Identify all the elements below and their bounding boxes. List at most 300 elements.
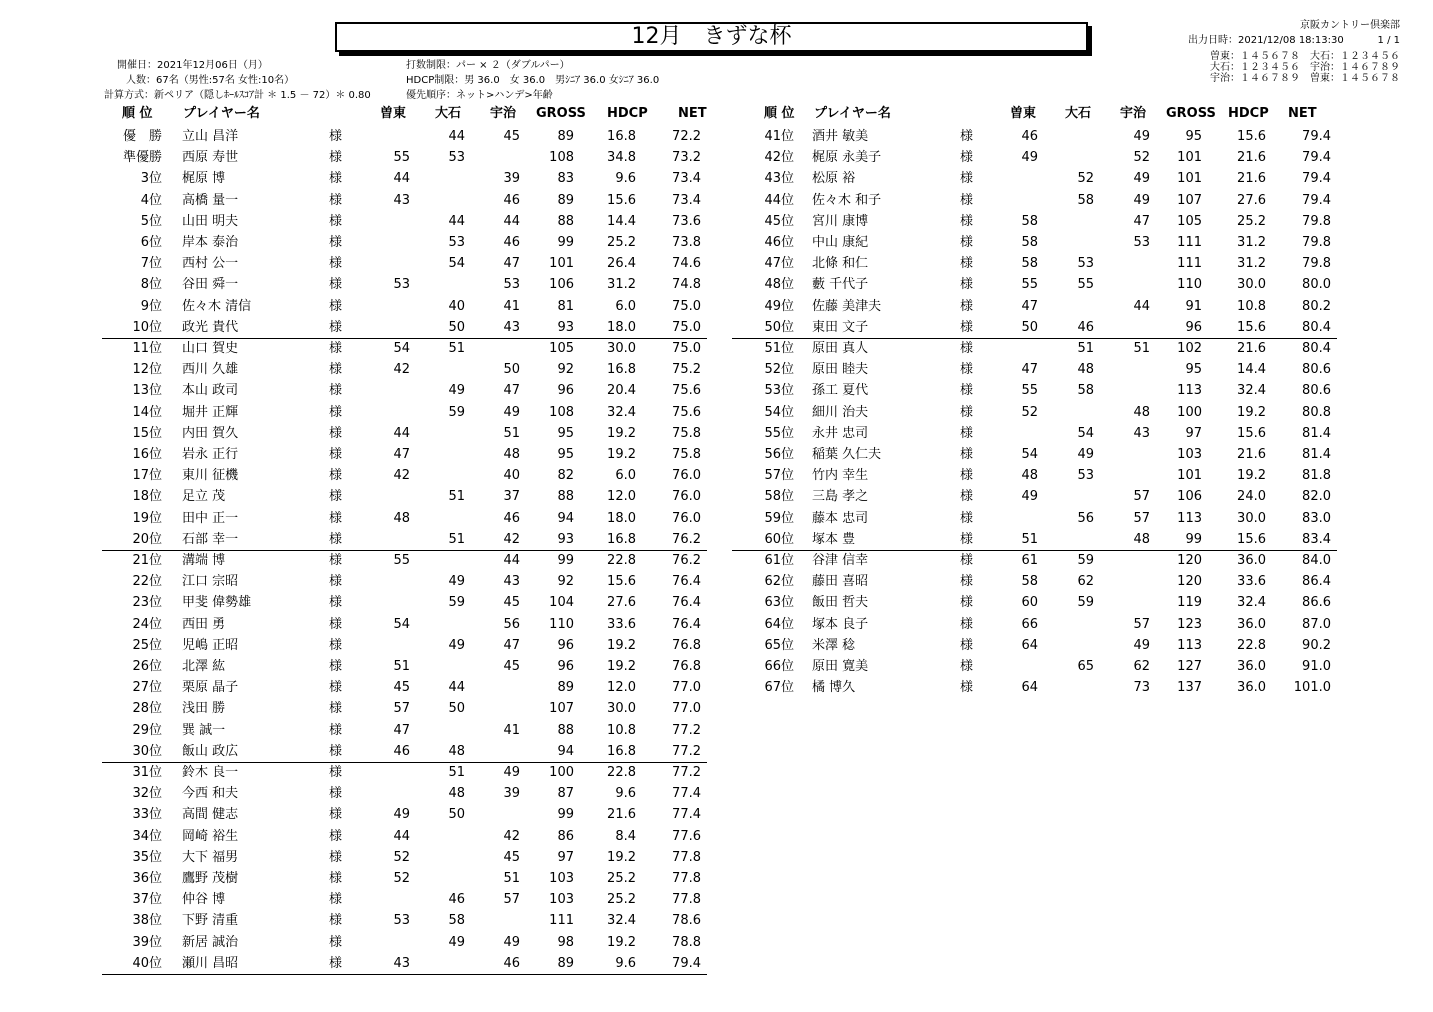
cell-oishi: 46 — [448, 892, 465, 908]
cell-rank: 46位 — [764, 235, 794, 250]
cell-rank: 40位 — [132, 955, 162, 971]
cell-uji: 56 — [503, 616, 520, 632]
cell-net: 80.4 — [1302, 341, 1331, 356]
honorific: 様 — [329, 574, 343, 590]
cell-name: 浅田 勝 — [182, 701, 226, 717]
cell-rank: 54位 — [764, 404, 794, 420]
honorific: 様 — [329, 425, 343, 441]
cell-rank: 35位 — [132, 849, 162, 865]
cell-net: 101.0 — [1293, 680, 1331, 696]
cell-hdcp: 25.2 — [607, 892, 636, 908]
cell-soto: 47 — [1021, 362, 1038, 378]
cell-name: 永井 忠司 — [812, 425, 869, 441]
cell-name: 山口 賀史 — [182, 341, 239, 356]
cell-oishi: 50 — [448, 319, 465, 335]
cell-hdcp: 22.8 — [1237, 637, 1266, 653]
cell-uji: 45 — [503, 595, 520, 611]
cell-name: 西田 勇 — [182, 616, 226, 632]
cell-soto: 49 — [393, 807, 410, 823]
cell-soto: 64 — [1021, 637, 1038, 653]
cell-rank: 38位 — [132, 913, 162, 929]
cell-rank: 45位 — [764, 213, 794, 229]
table-row — [732, 168, 1337, 189]
honorific: 様 — [960, 150, 974, 166]
honorific: 様 — [329, 319, 343, 335]
cell-name: 原田 睦夫 — [812, 362, 869, 378]
cell-gross: 102 — [1177, 341, 1202, 356]
table-row — [732, 380, 1337, 401]
cell-soto: 52 — [393, 871, 410, 886]
honorific: 様 — [960, 510, 974, 526]
table-row — [102, 274, 707, 295]
honorific: 様 — [329, 489, 343, 505]
cell-gross: 93 — [557, 319, 574, 335]
cell-gross: 96 — [557, 383, 574, 399]
cell-oishi: 51 — [448, 765, 465, 780]
honorific: 様 — [329, 934, 343, 950]
cell-net: 86.4 — [1302, 574, 1331, 590]
hdcp-limit: HDCP制限：男 36.0 女 36.0 男ｼﾆｱ 36.0 女ｼﾆｱ 36.0 — [406, 75, 660, 86]
cell-name: 橘 博久 — [812, 680, 856, 696]
cell-oishi: 56 — [1077, 510, 1094, 526]
cell-oishi: 44 — [448, 680, 465, 696]
cell-name: 佐々木 清信 — [182, 298, 252, 314]
cell-uji: 40 — [503, 468, 520, 484]
cell-uji: 47 — [503, 256, 520, 272]
cell-name: 原田 寛美 — [812, 659, 869, 674]
cell-rank: 21位 — [132, 553, 162, 568]
table-row — [102, 889, 707, 910]
table-row — [102, 656, 707, 677]
cell-name: 細川 治夫 — [812, 404, 869, 420]
cell-gross: 107 — [549, 701, 574, 717]
cell-uji: 48 — [503, 447, 520, 462]
cell-rank: 43位 — [764, 171, 794, 187]
table-row — [732, 359, 1337, 380]
table-row — [102, 550, 707, 571]
results-table-right — [732, 126, 1337, 986]
cell-net: 83.0 — [1302, 510, 1331, 526]
cell-hdcp: 16.8 — [607, 743, 636, 759]
cell-net: 77.2 — [672, 743, 701, 759]
table-row — [102, 826, 707, 847]
cell-hdcp: 15.6 — [607, 192, 636, 208]
cell-gross: 99 — [557, 807, 574, 823]
cell-oishi: 53 — [448, 150, 465, 166]
honorific: 様 — [329, 447, 343, 462]
honorific: 様 — [329, 510, 343, 526]
cell-name: 稲葉 久仁夫 — [812, 447, 882, 462]
cell-hdcp: 32.4 — [1237, 595, 1266, 611]
cell-oishi: 65 — [1077, 659, 1094, 674]
table-row — [732, 656, 1337, 677]
honorific: 様 — [960, 404, 974, 420]
cell-soto: 42 — [393, 362, 410, 378]
cell-hdcp: 25.2 — [607, 235, 636, 250]
cell-hdcp: 10.8 — [607, 722, 636, 738]
cell-net: 75.2 — [672, 362, 701, 378]
honorific: 様 — [960, 425, 974, 441]
cell-gross: 88 — [557, 722, 574, 738]
table-row — [102, 380, 707, 401]
cell-uji: 44 — [1133, 298, 1150, 314]
cell-soto: 51 — [1021, 531, 1038, 547]
honorific: 様 — [960, 235, 974, 250]
cell-name: 竹内 幸生 — [812, 468, 869, 484]
cell-soto: 48 — [393, 510, 410, 526]
cell-oishi: 49 — [448, 383, 465, 399]
cell-net: 73.4 — [672, 192, 701, 208]
cell-gross: 97 — [1185, 425, 1202, 441]
cell-hdcp: 9.6 — [615, 786, 636, 802]
cell-net: 76.4 — [672, 595, 701, 611]
cell-net: 81.8 — [1302, 468, 1331, 484]
cell-hdcp: 16.8 — [607, 531, 636, 547]
table-row — [102, 953, 707, 974]
honorific: 様 — [960, 489, 974, 505]
cell-hdcp: 19.2 — [1237, 404, 1266, 420]
cell-oishi: 44 — [448, 213, 465, 229]
cell-rank: 13位 — [132, 383, 162, 399]
cell-soto: 44 — [393, 425, 410, 441]
cell-soto: 52 — [393, 849, 410, 865]
course-order-3: 宇治：１４６７８９ 曽東：１４５６７８ — [1210, 73, 1400, 84]
cell-soto: 47 — [1021, 298, 1038, 314]
cell-oishi: 59 — [448, 404, 465, 420]
cell-net: 75.6 — [672, 404, 701, 420]
honorific: 様 — [329, 468, 343, 484]
honorific: 様 — [960, 447, 974, 462]
cell-uji: 44 — [503, 213, 520, 229]
cell-gross: 101 — [1177, 468, 1202, 484]
cell-gross: 95 — [557, 447, 574, 462]
cell-name: 佐藤 美津夫 — [812, 298, 882, 314]
cell-net: 76.4 — [672, 616, 701, 632]
cell-net: 75.8 — [672, 425, 701, 441]
cell-oishi: 54 — [448, 256, 465, 272]
cell-uji: 47 — [1133, 213, 1150, 229]
cell-net: 81.4 — [1302, 425, 1331, 441]
cell-gross: 89 — [557, 955, 574, 971]
cell-gross: 110 — [1177, 277, 1202, 293]
table-row — [102, 317, 707, 338]
table-row — [732, 317, 1337, 338]
cell-hdcp: 16.8 — [607, 362, 636, 378]
cell-hdcp: 15.6 — [1237, 425, 1266, 441]
cell-uji: 44 — [503, 553, 520, 568]
group-separator — [732, 550, 1337, 551]
cell-rank: 24位 — [132, 616, 162, 632]
honorific: 様 — [329, 680, 343, 696]
honorific: 様 — [329, 849, 343, 865]
cell-soto: 58 — [1021, 235, 1038, 250]
honorific: 様 — [329, 235, 343, 250]
col-net: NET — [678, 106, 707, 121]
cell-rank: 57位 — [764, 468, 794, 484]
cell-net: 77.2 — [672, 765, 701, 780]
cell-rank: 10位 — [132, 319, 162, 335]
cell-gross: 89 — [557, 129, 574, 144]
cell-rank: 39位 — [132, 934, 162, 950]
col-soto: 曽東 — [380, 106, 407, 121]
cell-gross: 93 — [557, 531, 574, 547]
cell-gross: 89 — [557, 192, 574, 208]
cell-soto: 55 — [1021, 383, 1038, 399]
col-oishi: 大石 — [435, 106, 462, 121]
cell-uji: 42 — [503, 828, 520, 844]
cell-name: 今西 和夫 — [182, 786, 239, 802]
cell-gross: 106 — [1177, 489, 1202, 505]
cell-gross: 91 — [1185, 298, 1202, 314]
cell-uji: 50 — [503, 362, 520, 378]
table-row — [732, 147, 1337, 168]
cell-soto: 47 — [393, 722, 410, 738]
cell-gross: 97 — [557, 849, 574, 865]
cell-name: 本山 政司 — [182, 383, 239, 399]
cell-net: 82.0 — [1302, 489, 1331, 505]
cell-soto: 43 — [393, 955, 410, 971]
table-row — [732, 444, 1337, 465]
cell-uji: 46 — [503, 235, 520, 250]
table-row — [102, 402, 707, 423]
cell-name: 藪 千代子 — [812, 277, 869, 293]
honorific: 様 — [960, 171, 974, 187]
honorific: 様 — [329, 256, 343, 272]
cell-oishi: 46 — [1077, 319, 1094, 335]
cell-gross: 89 — [557, 680, 574, 696]
table-row — [102, 741, 707, 762]
cell-hdcp: 36.0 — [1237, 616, 1266, 632]
cell-name: 三島 孝之 — [812, 489, 869, 505]
cell-soto: 42 — [393, 468, 410, 484]
honorific: 様 — [329, 277, 343, 293]
cell-rank: 12位 — [132, 362, 162, 378]
cell-gross: 127 — [1177, 659, 1202, 674]
group-separator — [102, 338, 707, 339]
table-row — [102, 592, 707, 613]
cell-rank: 4位 — [140, 192, 162, 208]
cell-soto: 60 — [1021, 595, 1038, 611]
cell-uji: 62 — [1133, 659, 1150, 674]
cell-gross: 104 — [549, 595, 574, 611]
cell-gross: 119 — [1177, 595, 1202, 611]
cell-rank: 22位 — [132, 574, 162, 590]
table-row — [102, 508, 707, 529]
cell-uji: 39 — [503, 171, 520, 187]
cell-name: 石部 幸一 — [182, 531, 239, 547]
cell-rank: 17位 — [132, 468, 162, 484]
table-row — [102, 338, 707, 359]
cell-net: 73.4 — [672, 171, 701, 187]
honorific: 様 — [960, 213, 974, 229]
cell-oishi: 51 — [1077, 341, 1094, 356]
cell-gross: 120 — [1177, 553, 1202, 568]
table-row — [732, 423, 1337, 444]
cell-rank: 47位 — [764, 256, 794, 272]
cell-name: 塚本 良子 — [812, 616, 869, 632]
cell-oishi: 52 — [1077, 171, 1094, 187]
cell-rank: 26位 — [132, 659, 162, 674]
cell-gross: 95 — [1185, 129, 1202, 144]
honorific: 様 — [329, 659, 343, 674]
cell-name: 足立 茂 — [182, 489, 226, 505]
table-row — [102, 296, 707, 317]
cell-name: 高間 健志 — [182, 807, 239, 823]
calc-method: 計算方式：新ペリア（隠しﾎｰﾙｽｺｱ計 ＊ 1.5 － 72）＊ 0.80 — [104, 90, 371, 101]
cell-hdcp: 22.8 — [607, 553, 636, 568]
honorific: 様 — [329, 701, 343, 717]
cell-net: 79.4 — [1302, 150, 1331, 166]
cell-rank: 59位 — [764, 510, 794, 526]
cell-gross: 92 — [557, 574, 574, 590]
cell-rank: 14位 — [132, 404, 162, 420]
table-row — [102, 571, 707, 592]
cell-rank: 42位 — [764, 150, 794, 166]
cell-gross: 101 — [549, 256, 574, 272]
cell-name: 孫工 夏代 — [812, 383, 869, 399]
cell-oishi: 48 — [448, 743, 465, 759]
cell-name: 下野 清重 — [182, 913, 239, 929]
honorific: 様 — [329, 341, 343, 356]
cell-gross: 103 — [1177, 447, 1202, 462]
cell-soto: 55 — [393, 553, 410, 568]
cell-gross: 103 — [549, 892, 574, 908]
cell-gross: 113 — [1177, 383, 1202, 399]
cell-rank: 5位 — [140, 213, 162, 229]
cell-name: 政光 貴代 — [182, 319, 239, 335]
cell-name: 米澤 稔 — [812, 637, 856, 653]
cell-uji: 45 — [503, 129, 520, 144]
cell-rank: 49位 — [764, 298, 794, 314]
cell-name: 江口 宗昭 — [182, 574, 239, 590]
cell-gross: 96 — [1185, 319, 1202, 335]
cell-name: 東川 征機 — [182, 468, 239, 484]
table-row — [732, 211, 1337, 232]
cell-hdcp: 19.2 — [607, 447, 636, 462]
cell-name: 内田 賀久 — [182, 425, 239, 441]
cell-net: 80.6 — [1302, 362, 1331, 378]
cell-gross: 88 — [557, 489, 574, 505]
cell-name: 谷田 舜一 — [182, 277, 239, 293]
cell-hdcp: 18.0 — [607, 510, 636, 526]
cell-uji: 49 — [1133, 637, 1150, 653]
cell-uji: 46 — [503, 510, 520, 526]
honorific: 様 — [329, 213, 343, 229]
cell-rank: 55位 — [764, 425, 794, 441]
honorific: 様 — [960, 319, 974, 335]
cell-rank: 8位 — [140, 277, 162, 293]
cell-rank: 53位 — [764, 383, 794, 399]
honorific: 様 — [960, 531, 974, 547]
honorific: 様 — [329, 913, 343, 929]
table-row — [102, 444, 707, 465]
cell-uji: 37 — [503, 489, 520, 505]
cell-hdcp: 21.6 — [1237, 150, 1266, 166]
cell-oishi: 51 — [448, 489, 465, 505]
cell-oishi: 53 — [1077, 468, 1094, 484]
cell-gross: 83 — [557, 171, 574, 187]
cell-rank: 60位 — [764, 531, 794, 547]
table-row — [732, 253, 1337, 274]
cell-name: 栗原 晶子 — [182, 680, 239, 696]
cell-gross: 100 — [1177, 404, 1202, 420]
cell-gross: 120 — [1177, 574, 1202, 590]
cell-name: 北澤 紘 — [182, 659, 226, 674]
col-gross: GROSS — [536, 106, 586, 121]
cell-name: 飯田 哲夫 — [812, 595, 869, 611]
cell-soto: 44 — [393, 828, 410, 844]
col-uji-right: 宇治 — [1120, 106, 1147, 121]
cell-net: 75.6 — [672, 383, 701, 399]
table-row — [102, 868, 707, 889]
cell-net: 79.8 — [1302, 235, 1331, 250]
cell-hdcp: 10.8 — [1237, 298, 1266, 314]
honorific: 様 — [329, 892, 343, 908]
honorific: 様 — [329, 531, 343, 547]
cell-name: 立山 昌洋 — [182, 129, 239, 144]
cell-name: 新居 誠治 — [182, 934, 239, 950]
honorific: 様 — [329, 637, 343, 653]
group-separator — [102, 550, 707, 551]
table-row — [102, 762, 707, 783]
cell-soto: 49 — [1021, 150, 1038, 166]
cell-oishi: 50 — [448, 701, 465, 717]
priority-order: 優先順序：ネット>ハンデ>年齢 — [406, 90, 553, 101]
cell-net: 77.0 — [672, 680, 701, 696]
cell-name: 東田 文子 — [812, 319, 869, 335]
cell-gross: 111 — [1177, 256, 1202, 272]
cell-soto: 54 — [393, 616, 410, 632]
cell-soto: 53 — [393, 913, 410, 929]
table-row — [102, 932, 707, 953]
cell-uji: 41 — [503, 298, 520, 314]
cell-hdcp: 21.6 — [1237, 341, 1266, 356]
cell-uji: 51 — [503, 425, 520, 441]
cell-rank: 63位 — [764, 595, 794, 611]
cell-uji: 51 — [1133, 341, 1150, 356]
honorific: 様 — [329, 192, 343, 208]
cell-rank: 56位 — [764, 447, 794, 462]
cell-hdcp: 14.4 — [607, 213, 636, 229]
cell-name: 仲谷 博 — [182, 892, 226, 908]
cell-soto: 57 — [393, 701, 410, 717]
cell-name: 西原 寿世 — [182, 150, 239, 166]
cell-rank: 11位 — [132, 341, 162, 356]
group-separator — [102, 762, 707, 763]
cell-hdcp: 25.2 — [607, 871, 636, 886]
cell-name: 藤本 忠司 — [812, 510, 869, 526]
cell-net: 74.6 — [672, 256, 701, 272]
cell-net: 78.6 — [672, 913, 701, 929]
cell-rank: 23位 — [132, 595, 162, 611]
cell-net: 72.2 — [672, 129, 701, 144]
cell-gross: 99 — [557, 553, 574, 568]
cell-net: 86.6 — [1302, 595, 1331, 611]
cell-gross: 94 — [557, 510, 574, 526]
cell-net: 78.8 — [672, 934, 701, 950]
cell-name: 児嶋 正昭 — [182, 637, 239, 653]
cell-rank: 65位 — [764, 637, 794, 653]
table-row — [102, 465, 707, 486]
cell-rank: 準優勝 — [122, 150, 162, 166]
cell-name: 大下 福男 — [182, 849, 239, 865]
cell-rank: 34位 — [132, 828, 162, 844]
cell-rank: 19位 — [132, 510, 162, 526]
cell-hdcp: 19.2 — [607, 934, 636, 950]
cell-oishi: 51 — [448, 341, 465, 356]
table-row — [102, 783, 707, 804]
honorific: 様 — [960, 341, 974, 356]
